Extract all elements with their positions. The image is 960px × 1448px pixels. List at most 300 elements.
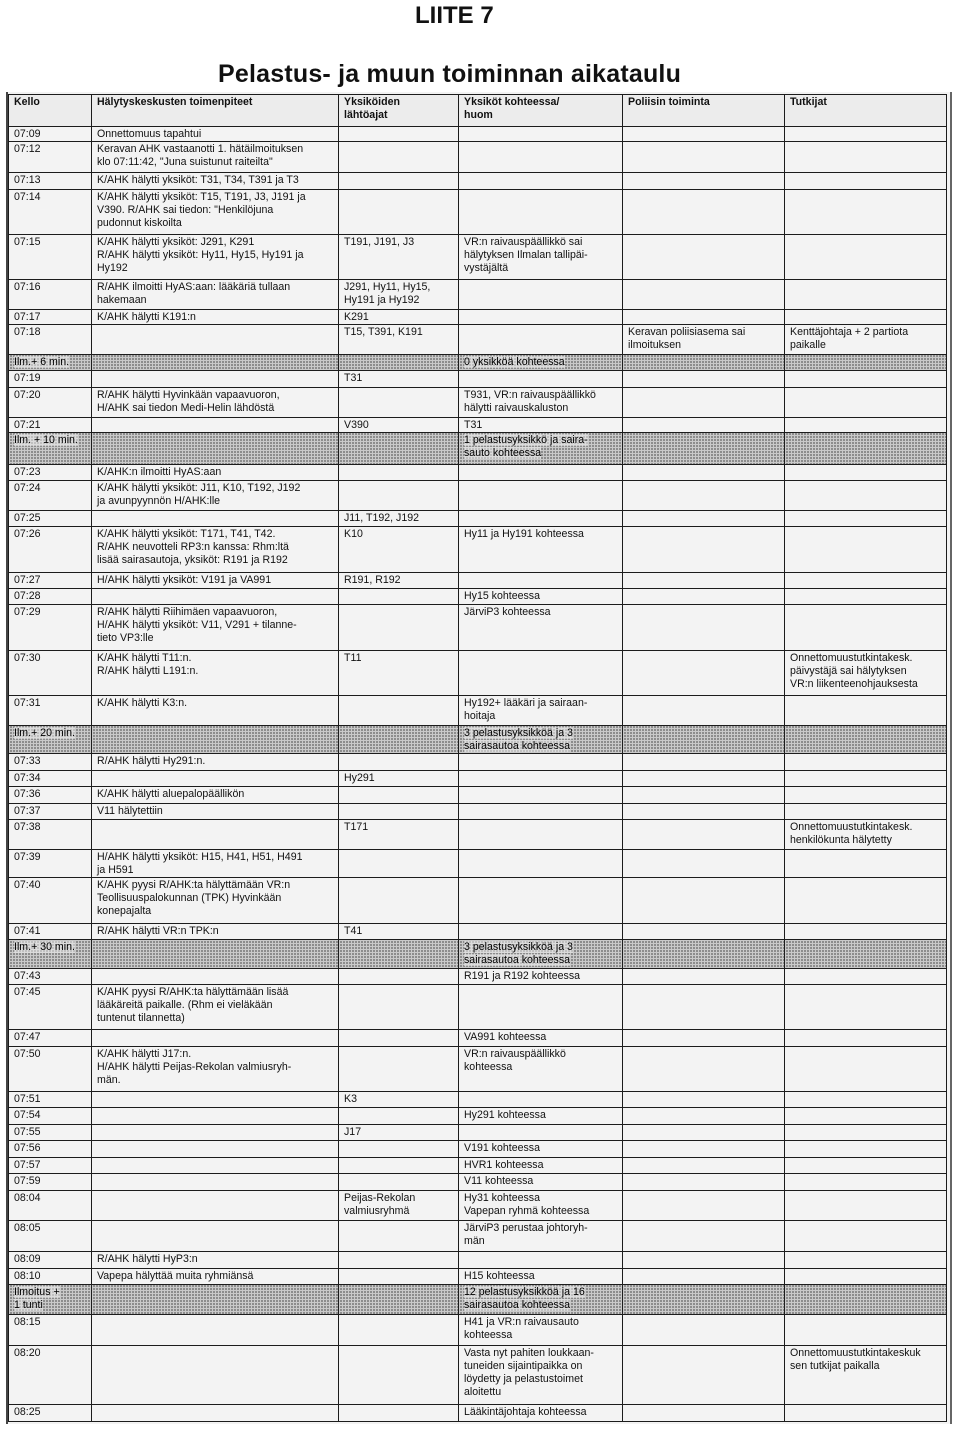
cell-investigators [785,849,947,878]
cell-on-site: Hy192+ lääkäri ja sairaan- hoitaja [459,695,623,725]
cell-on-site: 1 pelastusyksikkö ja saira- sauto kohteessa [459,432,623,464]
cell-police [623,572,785,588]
table-row [9,605,947,650]
cell-departure [339,1345,459,1405]
cell-dispatch: K/AHK hälytti yksiköt: T15, T191, J3, J191 ja V390. R/AHK sai tiedon: "Henkilöjuna pudonnut kiskoilta [92,189,339,234]
cell-time: 07:40 [9,878,92,923]
cell-police [623,849,785,878]
cell-time: 07:09 [9,127,92,142]
cell-departure: K10 [339,527,459,572]
cell-police [623,940,785,969]
cell-departure [339,142,459,173]
cell-time: 07:43 [9,968,92,984]
cell-time: 07:45 [9,985,92,1030]
cell-dispatch [92,1284,339,1314]
cell-departure [339,940,459,969]
cell-investigators [785,142,947,173]
cell-dispatch: R/AHK hälytti Hyvinkään vapaavuoron, H/AHK sai tiedon Medi-Helin lähdöstä [92,387,339,417]
cell-dispatch: R/AHK hälytti Riihimäen vapaavuoron, H/AHK hälytti yksiköt: V11, V291 + tilanne- tieto VP3:lle [92,605,339,650]
cell-time: 08:04 [9,1190,92,1221]
col-header-investigators: Tutkijat [785,95,947,127]
cell-investigators [785,940,947,969]
cell-police [623,1092,785,1108]
cell-dispatch: R/AHK ilmoitti HyAS:aan: lääkäriä tullaan hakemaan [92,279,339,309]
cell-time: 08:09 [9,1252,92,1268]
cell-on-site [459,510,623,526]
cell-dispatch: K/AHK pyysi R/AHK:ta hälyttämään VR:n Teollisuuspalokunnan (TPK) Hyvinkään konepajalta [92,878,339,923]
table-row [9,279,947,309]
cell-investigators [785,1190,947,1221]
cell-investigators [785,572,947,588]
cell-police [623,1030,785,1046]
cell-on-site [459,309,623,324]
table-row [9,1157,947,1173]
cell-on-site [459,923,623,939]
cell-on-site: VA991 kohteessa [459,1030,623,1046]
cell-investigators [785,605,947,650]
cell-dispatch: Keravan AHK vastaanotti 1. hätäilmoituksen klo 07:11:42, "Juna suistunut raiteilta" [92,142,339,173]
table-row [9,1268,947,1284]
table-row [9,878,947,923]
cell-on-site: Lääkintäjohtaja kohteessa [459,1405,623,1422]
cell-on-site: JärviP3 kohteessa [459,605,623,650]
cell-police [623,1157,785,1173]
cell-police [623,803,785,819]
table-row [9,1108,947,1124]
cell-investigators [785,1314,947,1345]
cell-on-site: H15 kohteessa [459,1268,623,1284]
cell-police [623,527,785,572]
cell-departure [339,387,459,417]
cell-police [623,1345,785,1405]
cell-on-site [459,803,623,819]
cell-investigators [785,527,947,572]
cell-departure [339,1221,459,1252]
cell-time: 07:54 [9,1108,92,1124]
cell-time: 07:34 [9,770,92,786]
cell-investigators [785,464,947,480]
cell-on-site: VR:n raivauspäällikkö kohteessa [459,1046,623,1091]
cell-police [623,1141,785,1157]
cell-investigators [785,1124,947,1140]
cell-time: 07:12 [9,142,92,173]
cell-police [623,189,785,234]
cell-investigators [785,1046,947,1091]
cell-on-site: Vasta nyt pahiten loukkaan- tuneiden sijaintipaikka on löydetty ja pelastustoimet aloitettu [459,1345,623,1405]
cell-dispatch [92,940,339,969]
cell-investigators [785,878,947,923]
cell-investigators [785,371,947,387]
cell-on-site: JärviP3 perustaa johtoryh- män [459,1221,623,1252]
table-row [9,849,947,878]
cell-investigators [785,432,947,464]
cell-time: 07:19 [9,371,92,387]
cell-dispatch: K/AHK hälytti yksiköt: J11, K10, T192, J192 ja avunpyynnön H/AHK:lle [92,481,339,511]
cell-departure: Hy291 [339,770,459,786]
cell-on-site: H41 ja VR:n raivausauto kohteessa [459,1314,623,1345]
cell-on-site [459,325,623,355]
cell-departure [339,849,459,878]
cell-departure [339,968,459,984]
cell-time: 08:10 [9,1268,92,1284]
cell-police [623,279,785,309]
cell-dispatch: Onnettomuus tapahtui [92,127,339,142]
cell-dispatch: R/AHK hälytti HyP3:n [92,1252,339,1268]
cell-dispatch: K/AHK pyysi R/AHK:ta hälyttämään lisää lääkäreitä paikalle. (Rhm ei vieläkään tuntenut tilannetta) [92,985,339,1030]
table-row [9,985,947,1030]
cell-police [623,1405,785,1422]
table-row [9,1252,947,1268]
cell-on-site: T31 [459,417,623,432]
cell-police [623,819,785,849]
cell-time: 08:25 [9,1405,92,1422]
cell-on-site [459,754,623,770]
cell-police [623,354,785,370]
cell-police [623,417,785,432]
cell-police [623,309,785,324]
cell-on-site [459,985,623,1030]
cell-departure [339,464,459,480]
cell-departure [339,1314,459,1345]
table-row [9,803,947,819]
cell-departure: J17 [339,1124,459,1140]
cell-time: 07:38 [9,819,92,849]
cell-investigators [785,725,947,754]
cell-on-site [459,650,623,695]
cell-departure [339,354,459,370]
table-row [9,819,947,849]
cell-dispatch [92,1108,339,1124]
cell-on-site [459,572,623,588]
cell-departure [339,985,459,1030]
cell-departure [339,1046,459,1091]
cell-investigators [785,787,947,803]
cell-time: 07:29 [9,605,92,650]
cell-dispatch [92,510,339,526]
cell-investigators [785,695,947,725]
cell-investigators [785,1221,947,1252]
col-header-units-on-site: Yksiköt kohteessa/ huom [459,95,623,127]
page-title: Pelastus- ja muun toiminnan aikataulu [218,60,682,88]
table-row [9,371,947,387]
cell-police [623,695,785,725]
table-row [9,234,947,279]
cell-on-site [459,878,623,923]
table-row [9,1030,947,1046]
cell-police [623,1252,785,1268]
cell-departure [339,803,459,819]
table-row [9,650,947,695]
cell-investigators [785,417,947,432]
table-row [9,142,947,173]
cell-departure [339,1252,459,1268]
cell-on-site [459,279,623,309]
table-row [9,1405,947,1422]
cell-departure: T171 [339,819,459,849]
table-row [9,1092,947,1108]
cell-on-site [459,189,623,234]
cell-time: 07:37 [9,803,92,819]
cell-on-site [459,464,623,480]
cell-investigators: Onnettomuustutkintakesk. henkilökunta hälytetty [785,819,947,849]
cell-departure [339,432,459,464]
cell-police [623,387,785,417]
cell-dispatch [92,725,339,754]
cell-on-site [459,371,623,387]
cell-departure [339,725,459,754]
cell-time: 07:28 [9,588,92,604]
cell-investigators [785,985,947,1030]
table-row [9,588,947,604]
table-row [9,1174,947,1190]
cell-police [623,754,785,770]
cell-on-site [459,849,623,878]
cell-time: 07:41 [9,923,92,939]
cell-departure: T15, T391, K191 [339,325,459,355]
cell-on-site: Hy31 kohteessa Vapepan ryhmä kohteessa [459,1190,623,1221]
cell-dispatch: K/AHK hälytti yksiköt: T31, T34, T391 ja T3 [92,173,339,189]
cell-investigators [785,968,947,984]
cell-on-site: R191 ja R192 kohteessa [459,968,623,984]
cell-time: 07:57 [9,1157,92,1173]
cell-departure [339,1157,459,1173]
table-row [9,968,947,984]
cell-time: 08:15 [9,1314,92,1345]
cell-time: 07:26 [9,527,92,572]
cell-investigators [785,1108,947,1124]
cell-time: 07:33 [9,754,92,770]
cell-time: 07:31 [9,695,92,725]
cell-departure: V390 [339,417,459,432]
table-row [9,754,947,770]
cell-police [623,142,785,173]
cell-departure: T31 [339,371,459,387]
col-header-police-actions: Poliisin toiminta [623,95,785,127]
cell-time: 07:39 [9,849,92,878]
cell-police [623,1108,785,1124]
cell-dispatch [92,1157,339,1173]
cell-dispatch: V11 hälytettiin [92,803,339,819]
cell-investigators [785,1141,947,1157]
cell-departure [339,1405,459,1422]
cell-investigators [785,127,947,142]
cell-on-site: 12 pelastusyksikköä ja 16 sairasautoa kohteessa [459,1284,623,1314]
table-row [9,527,947,572]
cell-departure [339,878,459,923]
table-row [9,1314,947,1345]
cell-departure [339,127,459,142]
cell-time: 07:36 [9,787,92,803]
cell-time: 07:14 [9,189,92,234]
cell-time: Ilm.+ 20 min. [9,725,92,754]
table-row [9,387,947,417]
cell-time: 07:56 [9,1141,92,1157]
cell-departure: J11, T192, J192 [339,510,459,526]
cell-dispatch: Vapepa hälyttää muita ryhmiänsä [92,1268,339,1284]
cell-time: 07:27 [9,572,92,588]
cell-police [623,1190,785,1221]
cell-investigators [785,309,947,324]
cell-dispatch: H/AHK hälytti yksiköt: H15, H41, H51, H491 ja H591 [92,849,339,878]
milestone-row [9,725,947,754]
cell-police [623,234,785,279]
cell-time: 08:05 [9,1221,92,1252]
cell-investigators [785,279,947,309]
cell-police [623,1046,785,1091]
table-row [9,572,947,588]
cell-dispatch: K/AHK:n ilmoitti HyAS:aan [92,464,339,480]
table-row [9,1190,947,1221]
table-row [9,1345,947,1405]
cell-dispatch [92,1190,339,1221]
milestone-row [9,432,947,464]
cell-on-site: 3 pelastusyksikköä ja 3 sairasautoa kohteessa [459,725,623,754]
cell-dispatch [92,1174,339,1190]
cell-dispatch [92,1345,339,1405]
cell-time: 08:20 [9,1345,92,1405]
cell-police [623,588,785,604]
cell-police [623,1174,785,1190]
table-row [9,189,947,234]
cell-dispatch: R/AHK hälytti VR:n TPK:n [92,923,339,939]
cell-police [623,127,785,142]
cell-on-site [459,481,623,511]
cell-investigators [785,1157,947,1173]
cell-police [623,1221,785,1252]
cell-time: 07:59 [9,1174,92,1190]
cell-investigators [785,354,947,370]
appendix-label: LIITE 7 [415,2,494,29]
cell-investigators [785,923,947,939]
cell-departure [339,605,459,650]
cell-investigators [785,1030,947,1046]
cell-investigators [785,189,947,234]
cell-departure: K3 [339,1092,459,1108]
cell-dispatch [92,1092,339,1108]
cell-dispatch [92,819,339,849]
table-row [9,173,947,189]
cell-dispatch [92,325,339,355]
header-row [9,95,947,127]
cell-dispatch: K/AHK hälytti J17:n. H/AHK hälytti Peijas-Rekolan valmiusryh- män. [92,1046,339,1091]
table-row [9,325,947,355]
table-row [9,1046,947,1091]
cell-investigators [785,1268,947,1284]
cell-police [623,650,785,695]
cell-departure [339,695,459,725]
cell-on-site [459,787,623,803]
cell-departure [339,588,459,604]
cell-on-site: 0 yksikköä kohteessa [459,354,623,370]
table-row [9,127,947,142]
cell-dispatch [92,1030,339,1046]
cell-police [623,481,785,511]
cell-investigators [785,588,947,604]
cell-dispatch [92,968,339,984]
cell-investigators [785,234,947,279]
cell-departure: R191, R192 [339,572,459,588]
table-row [9,787,947,803]
cell-on-site [459,127,623,142]
cell-time: 07:24 [9,481,92,511]
cell-dispatch [92,588,339,604]
cell-dispatch [92,1314,339,1345]
cell-departure: J291, Hy11, Hy15, Hy191 ja Hy192 [339,279,459,309]
cell-police [623,464,785,480]
cell-police [623,1314,785,1345]
cell-police [623,432,785,464]
cell-investigators [785,770,947,786]
cell-departure: T41 [339,923,459,939]
cell-departure [339,1284,459,1314]
cell-police: Keravan poliisiasema sai ilmoituksen [623,325,785,355]
cell-time: 07:23 [9,464,92,480]
cell-investigators [785,803,947,819]
cell-time: 07:18 [9,325,92,355]
cell-departure [339,787,459,803]
cell-time: 07:21 [9,417,92,432]
cell-dispatch: R/AHK hälytti Hy291:n. [92,754,339,770]
cell-dispatch [92,1405,339,1422]
milestone-row [9,354,947,370]
table-row [9,309,947,324]
cell-dispatch [92,354,339,370]
cell-departure [339,1174,459,1190]
cell-on-site: V11 kohteessa [459,1174,623,1190]
cell-investigators [785,1252,947,1268]
cell-investigators: Onnettomuustutkintakeskuk sen tutkijat paikalla [785,1345,947,1405]
cell-police [623,605,785,650]
cell-dispatch: K/AHK hälytti yksiköt: T171, T41, T42. R/AHK neuvotteli RP3:n kanssa: Rhm:ltä lisää sairasautoja, yksiköt: R191 ja R192 [92,527,339,572]
cell-time: 07:16 [9,279,92,309]
table-row [9,481,947,511]
cell-on-site [459,770,623,786]
cell-dispatch [92,432,339,464]
cell-on-site [459,142,623,173]
cell-police [623,510,785,526]
cell-departure [339,189,459,234]
cell-time: 07:15 [9,234,92,279]
cell-on-site: VR:n raivauspäällikkö sai hälytyksen Ilmalan tallipäi- vystäjältä [459,234,623,279]
cell-departure [339,1108,459,1124]
cell-on-site [459,1124,623,1140]
cell-investigators [785,481,947,511]
cell-investigators [785,1174,947,1190]
col-header-dispatch-actions: Hälytyskeskusten toimenpiteet [92,95,339,127]
cell-investigators: Onnettomuustutkintakesk. päivystäjä sai hälytyksen VR:n liikenteenohjauksesta [785,650,947,695]
table-row [9,923,947,939]
cell-time: Ilm. + 10 min. [9,432,92,464]
cell-time: 07:13 [9,173,92,189]
cell-time: Ilm.+ 6 min. [9,354,92,370]
cell-on-site: 3 pelastusyksikköä ja 3 sairasautoa kohteessa [459,940,623,969]
cell-time: 07:51 [9,1092,92,1108]
cell-departure: T191, J191, J3 [339,234,459,279]
cell-dispatch [92,1221,339,1252]
cell-police [623,371,785,387]
cell-police [623,968,785,984]
cell-time: Ilm.+ 30 min. [9,940,92,969]
cell-time: 07:17 [9,309,92,324]
cell-dispatch [92,417,339,432]
cell-investigators [785,1092,947,1108]
cell-dispatch: K/AHK hälytti yksiköt: J291, K291 R/AHK hälytti yksiköt: Hy11, Hy15, Hy191 ja Hy192 [92,234,339,279]
cell-police [623,985,785,1030]
cell-on-site: T931, VR:n raivauspäällikkö hälytti raivauskaluston [459,387,623,417]
cell-dispatch: K/AHK hälytti K3:n. [92,695,339,725]
cell-police [623,1284,785,1314]
cell-investigators [785,387,947,417]
